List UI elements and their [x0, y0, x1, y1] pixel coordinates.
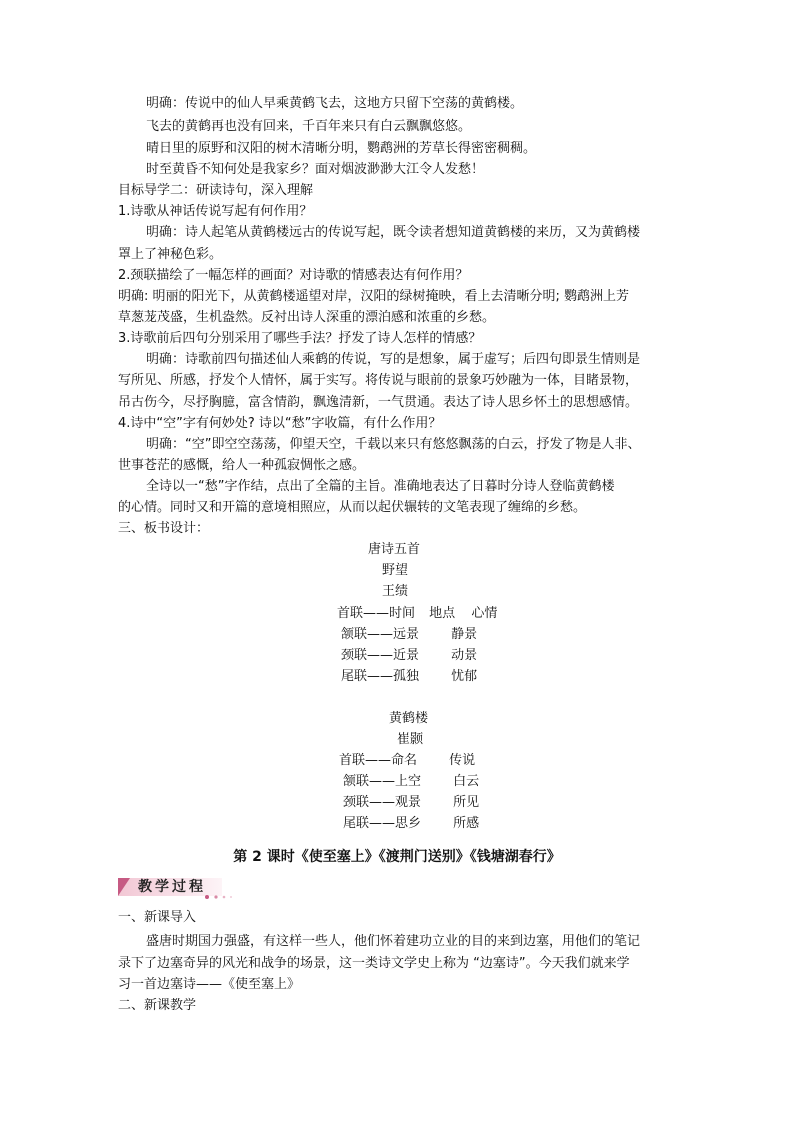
answer-line: 草葱茏茂盛，生机盎然。反衬出诗人深重的漂泊感和浓重的乡愁。: [118, 310, 496, 325]
board-row-main: 颈联——观景: [343, 795, 422, 810]
board-row-note: 传说: [449, 753, 476, 768]
board-row-note: 所见: [453, 795, 480, 810]
answer-line: 罩上了神秘色彩。: [118, 247, 223, 262]
answer-line: 世事苍茫的感慨，给人一种孤寂惆怅之感。: [118, 458, 366, 473]
board-row-main: 首联——时间: [337, 606, 416, 621]
answer-line: 明确：“空”即空空荡荡，仰望天空，千载以来只有悠悠飘荡的白云，抒发了物是人非、: [146, 437, 641, 452]
board-design-heading: 三、板书设计：: [118, 521, 210, 536]
section-heading: 一、新课导入: [118, 910, 197, 925]
board-row: [339, 751, 475, 771]
board-row-main: 颔联——上空: [343, 774, 422, 789]
text-line: 时至黄昏不知何处是我家乡？面对烟波渺渺大江令人发愁！: [146, 162, 485, 177]
board-row-note: 忧郁: [451, 669, 478, 684]
board-row-main: 尾联——思乡: [343, 816, 422, 831]
answer-line: 吊古伤今，尽抒胸臆，富含情韵，飘逸清新，一气贯通。表达了诗人思乡怀土的思想感情。: [118, 395, 639, 410]
section-heading: 目标导学二：研读诗句，深入理解: [118, 183, 314, 198]
board-row: [337, 604, 497, 624]
board-collection-title: 唐诗五首: [368, 542, 421, 557]
answer-line: 明确：诗人起笔从黄鹤楼远古的传说写起，既令读者想知道黄鹤楼的来历，又为黄鹤楼: [146, 225, 641, 240]
board-row: [341, 667, 477, 687]
board-poem-author: 崔颢: [397, 732, 424, 747]
board-row-note: 白云: [453, 774, 480, 789]
board-row: [341, 646, 477, 666]
board-row-note: 动景: [451, 648, 478, 663]
teaching-process-banner: [118, 875, 238, 899]
paragraph-line: 录下了边塞奇异的风光和战争的场景，这一类诗文学史上称为 “边塞诗”。今天我们就来学: [118, 956, 630, 971]
answer-line: 写所见、所感，抒发个人情怀，属于实写。将传说与眼前的景象巧妙融为一体，目睹景物，: [118, 373, 639, 388]
board-row-main: 尾联——孤独: [341, 669, 420, 684]
board-row-note: 所感: [453, 816, 480, 831]
answer-line: 明确: 明丽的阳光下，从黄鹤楼遥望对岸，汉阳的绿树掩映，看上去清晰分明; 鹦鹉洲上芳: [118, 289, 630, 304]
lesson-title: 第 2 课时《使至塞上》《渡荆门送别》《钱塘湖春行》: [233, 849, 561, 865]
question: 3.诗歌前后四句分别采用了哪些手法？抒发了诗人怎样的情感？: [118, 331, 482, 346]
board-poem-title: 野望: [382, 563, 409, 578]
question: 1.诗歌从神话传说写起有何作用？: [118, 204, 313, 219]
board-row: [343, 772, 479, 792]
answer-line: 明确：诗歌前四句描述仙人乘鹤的传说，写的是想象，属于虚写；后四句即景生情则是: [146, 352, 641, 367]
banner-label: 教学过程: [138, 879, 206, 895]
board-row-main: 颔联——远景: [341, 627, 420, 642]
text-line: 晴日里的原野和汉阳的树木清晰分明，鹦鹉洲的芳草长得密密稠稠。: [146, 141, 537, 156]
answer-line: 的心情。同时又和开篇的意境相照应，从而以起伏辗转的文笔表现了缠绵的乡愁。: [118, 500, 587, 515]
board-row: [341, 625, 477, 645]
answer-line: 全诗以一“愁”字作结，点出了全篇的主旨。准确地表达了日暮时分诗人登临黄鹤楼: [146, 479, 615, 494]
text-line: 飞去的黄鹤再也没有回来，千百年来只有白云飘飘悠悠。: [146, 119, 472, 134]
paragraph-line: 盛唐时期国力强盛，有这样一些人，他们怀着建功立业的目的来到边塞，用他们的笔记: [146, 934, 641, 949]
board-row: [343, 814, 479, 834]
question: 2.颈联描绘了一幅怎样的画面？对诗歌的情感表达有何作用？: [118, 268, 469, 283]
question: 4.诗中“空”字有何妙处? 诗以“愁”字收篇，有什么作用？: [118, 416, 442, 431]
board-row-note: 心情: [471, 606, 498, 621]
board-row-main: 颈联——近景: [341, 648, 420, 663]
banner-dots-icon: [204, 894, 244, 900]
paragraph-line: 习一首边塞诗——《使至塞上》: [118, 977, 301, 992]
board-row: [343, 793, 479, 813]
text-line: 明确：传说中的仙人早乘黄鹤飞去，这地方只留下空荡的黄鹤楼。: [146, 96, 524, 111]
board-poem-title: 黄鹤楼: [389, 711, 429, 726]
board-row-note: 静景: [451, 627, 478, 642]
board-row-main: 首联——命名: [339, 753, 418, 768]
banner-accent-icon: [118, 878, 130, 896]
section-heading: 二、新课教学: [118, 998, 197, 1013]
board-poem-author: 王绩: [382, 584, 409, 599]
board-row-note: 地点: [429, 606, 456, 621]
